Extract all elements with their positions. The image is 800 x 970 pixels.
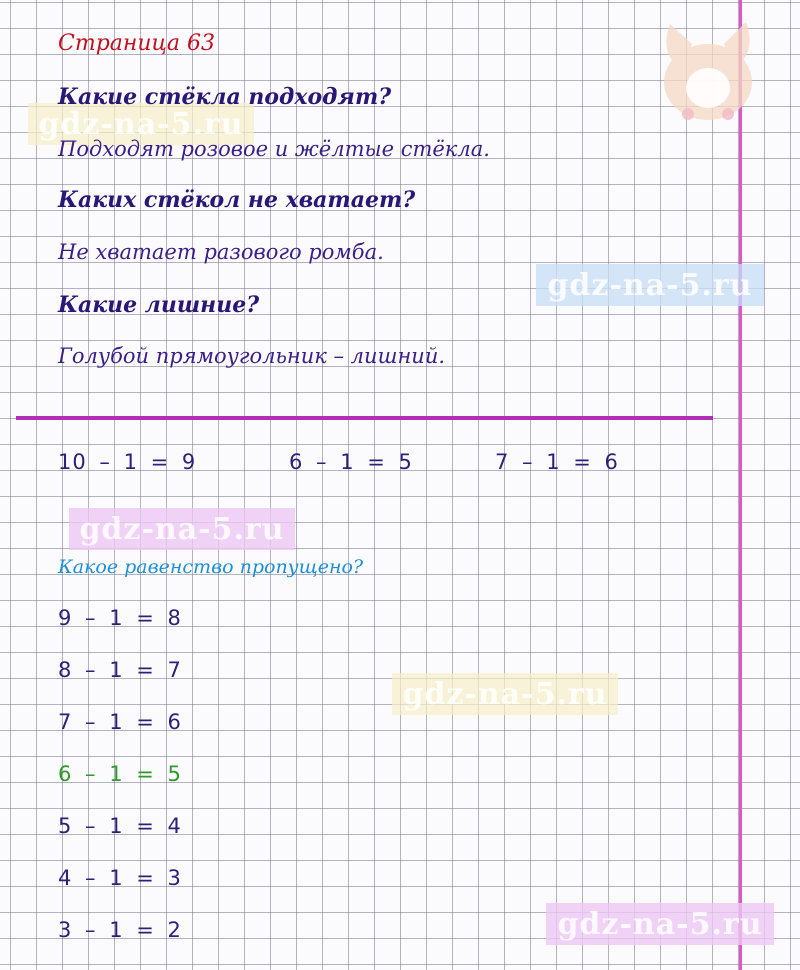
section-separator — [16, 416, 713, 420]
answer-1: Подходят розовое и жёлтые стёкла. — [58, 137, 490, 161]
watermark: gdz-na-5.ru — [546, 903, 774, 945]
equation-item: 4 – 1 = 3 — [58, 866, 182, 890]
bunny-mascot-icon — [648, 4, 768, 124]
missing-equation-question: Какое равенство пропущено? — [58, 556, 364, 578]
equation-item: 3 – 1 = 2 — [58, 918, 182, 942]
row-equation-3: 7 – 1 = 6 — [495, 450, 619, 474]
question-3: Какие лишние? — [58, 292, 260, 318]
question-1: Какие стёкла подходят? — [58, 84, 392, 110]
watermark: gdz-na-5.ru — [28, 103, 254, 145]
answer-2: Не хватает разового ромба. — [58, 240, 384, 264]
page-title: Страница 63 — [58, 31, 216, 56]
equation-item: 9 – 1 = 8 — [58, 606, 182, 630]
equation-item: 5 – 1 = 4 — [58, 814, 182, 838]
equation-item: 7 – 1 = 6 — [58, 710, 182, 734]
question-2: Каких стёкол не хватает? — [58, 187, 416, 213]
watermark: gdz-na-5.ru — [536, 264, 764, 306]
watermark: gdz-na-5.ru — [392, 673, 618, 715]
equation-item: 8 – 1 = 7 — [58, 658, 182, 682]
row-equation-2: 6 – 1 = 5 — [289, 450, 413, 474]
answer-3: Голубой прямоугольник – лишний. — [58, 344, 446, 368]
row-equation-1: 10 – 1 = 9 — [58, 450, 197, 474]
notebook-margin-line — [739, 0, 742, 970]
equation-item-highlighted: 6 – 1 = 5 — [58, 762, 182, 786]
watermark: gdz-na-5.ru — [69, 508, 295, 550]
